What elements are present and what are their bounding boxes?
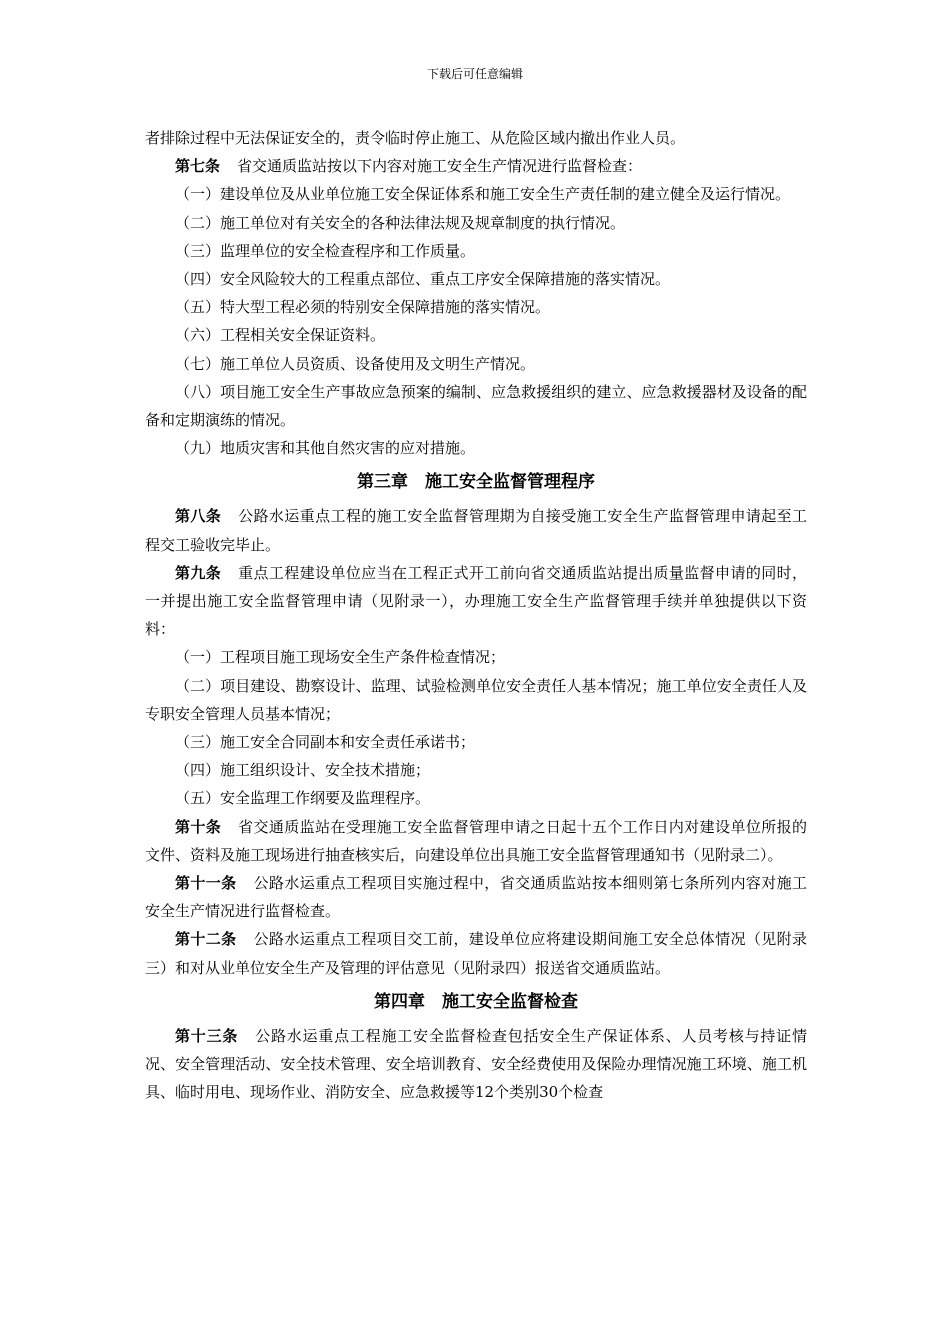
article-text: 公路水运重点工程项目实施过程中，省交通质监站按本细则第七条所列内容对施工安全生产情况进行监督检查。 xyxy=(145,874,807,921)
article-text: 省交通质监站在受理施工安全监督管理申请之日起十五个工作日内对建设单位所报的文件、资料及施工现场进行抽查核实后，向建设单位出具施工安全监督管理通知书（见附录二）。 xyxy=(145,817,807,864)
article-paragraph xyxy=(145,869,807,925)
list-item-paragraph: （二）项目建设、勘察设计、监理、试验检测单位安全责任人基本情况；施工单位安全责任人及专职安全管理人员基本情况； xyxy=(145,676,807,723)
article-number: 第九条 xyxy=(175,563,222,582)
article-paragraph xyxy=(145,152,807,180)
article-number: 第十二条 xyxy=(175,930,237,949)
list-item-paragraph: （七）施工单位人员资质、设备使用及文明生产情况。 xyxy=(175,354,536,373)
list-item-paragraph: （四）施工组织设计、安全技术措施； xyxy=(175,761,431,780)
page-header: 下载后可任意编辑 xyxy=(426,67,523,81)
list-item-paragraph: （四）安全风险较大的工程重点部位、重点工序安全保障措施的落实情况。 xyxy=(175,270,671,289)
article-text: 公路水运重点工程项目交工前，建设单位应将建设期间施工安全总体情况（见附录三）和对从业单位安全生产及管理的评估意见（见附录四）报送省交通质监站。 xyxy=(145,930,807,977)
chapter-heading: 第四章 施工安全监督检查 xyxy=(374,991,578,1012)
document-body xyxy=(145,124,807,1107)
continuation-paragraph: 者排除过程中无法保证安全的，责令临时停止施工、从危险区域内撤出作业人员。 xyxy=(145,129,686,147)
list-item-paragraph: （三）监理单位的安全检查程序和工作质量。 xyxy=(175,241,476,260)
list-item-paragraph: （六）工程相关安全保证资料。 xyxy=(175,326,386,345)
article-text: 省交通质监站按以下内容对施工安全生产情况进行监督检查： xyxy=(237,157,643,176)
list-item-paragraph: （九）地质灾害和其他自然灾害的应对措施。 xyxy=(175,439,476,458)
article-number: 第十条 xyxy=(175,817,222,836)
chapter-heading: 第三章 施工安全监督管理程序 xyxy=(357,472,595,493)
list-item-paragraph: （八）项目施工安全生产事故应急预案的编制、应急救援组织的建立、应急救援器材及设备的配备和定期演练的情况。 xyxy=(145,382,807,430)
article-number: 第七条 xyxy=(175,157,221,176)
article-paragraph xyxy=(145,559,807,644)
list-item-paragraph: （三）施工安全合同副本和安全责任承诺书； xyxy=(175,733,476,752)
article-number: 第八条 xyxy=(175,507,222,526)
article-text: 公路水运重点工程的施工安全监督管理期为自接受施工安全生产监督管理申请起至工程交工验收完毕止。 xyxy=(145,507,807,554)
article-paragraph xyxy=(145,1022,807,1107)
list-item-paragraph: （二）施工单位对有关安全的各种法律法规及规章制度的执行情况。 xyxy=(175,213,626,232)
article-paragraph xyxy=(145,502,807,558)
article-text: 公路水运重点工程施工安全监督检查包括安全生产保证体系、人员考核与持证情况、安全管理活动、安全技术管理、安全培训教育、安全经费使用及保险办理情况施工环境、施工机具、临时用电、现场作业、消防安全、应急救援等12个类别30个检查 xyxy=(145,1026,807,1102)
article-text: 重点工程建设单位应当在工程正式开工前向省交通质监站提出质量监督申请的同时，一并提出施工安全监督管理申请（见附录一），办理施工安全生产监督管理手续并单独提供以下资料： xyxy=(145,563,807,639)
article-number: 第十一条 xyxy=(175,874,237,893)
article-paragraph xyxy=(145,925,807,981)
list-item-paragraph: （一）工程项目施工现场安全生产条件检查情况； xyxy=(175,648,506,667)
list-item-paragraph: （一）建设单位及从业单位施工安全保证体系和施工安全生产责任制的建立健全及运行情况。 xyxy=(175,185,791,204)
list-item-paragraph: （五）安全监理工作纲要及监理程序。 xyxy=(175,789,431,808)
article-number: 第十三条 xyxy=(175,1026,239,1045)
article-paragraph xyxy=(145,813,807,869)
list-item-paragraph: （五）特大型工程必须的特别安全保障措施的落实情况。 xyxy=(175,298,551,317)
